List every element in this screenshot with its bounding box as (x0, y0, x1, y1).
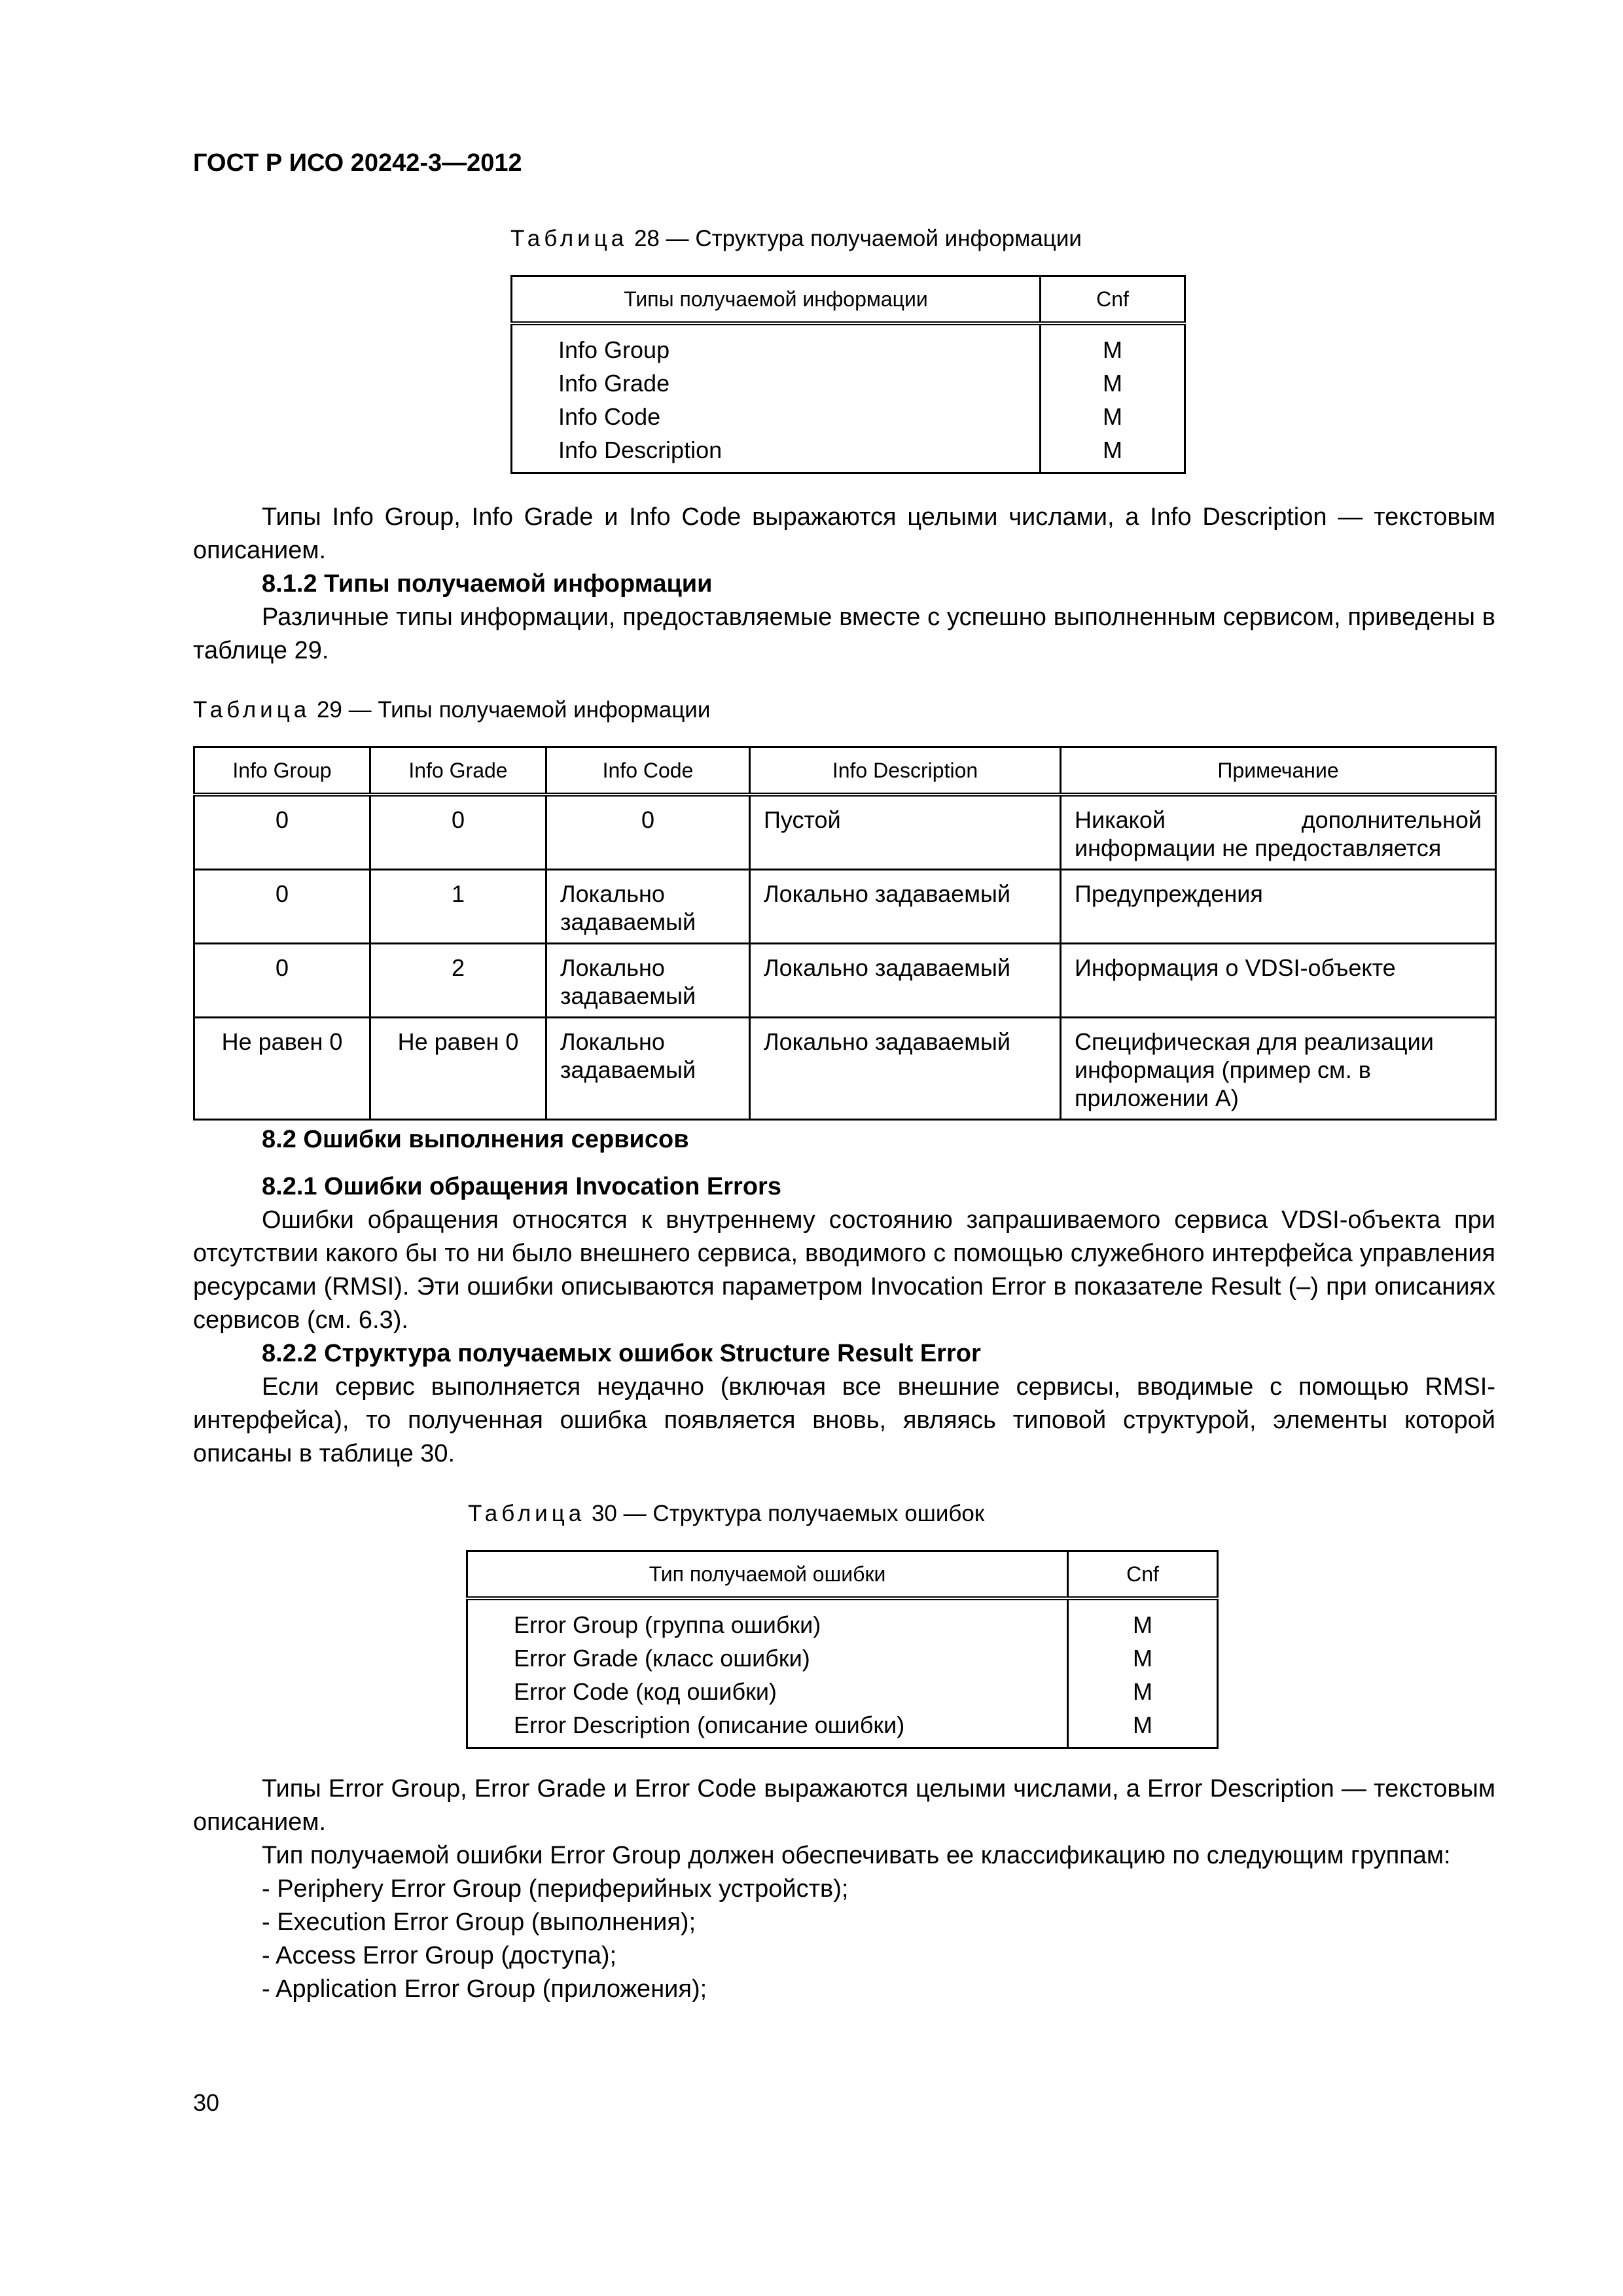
table-30-header-cnf: Cnf (1068, 1551, 1218, 1599)
paragraph: Тип получаемой ошибки Error Group должен обеспечивать ее классификацию по следующим группам: (262, 1842, 1451, 1869)
paragraph: Ошибки обращения относятся к внутреннему состоянию запрашиваемого сервиса VDSI-объекта при отсутствии какого бы то ни было внешнего сервиса, вводимого с помощью служебного интерфейса управления ресурсами (RMSI). Эти ошибки описываются параметром Invocation Error в показателе Result (–) при описаниях сервисов (см. 6.3). (193, 1206, 1495, 1334)
table-28-caption (510, 226, 1082, 252)
caption-prefix: Таблица (193, 697, 311, 723)
table-row: Error Description (описание ошибки) M (467, 1708, 1218, 1748)
text-block-1 (193, 501, 1495, 668)
list-item: - Periphery Error Group (периферийных устройств); (262, 1875, 849, 1903)
table-29-header-info-group: Info Group (194, 747, 370, 795)
table-29-header-info-description: Info Description (750, 747, 1061, 795)
section-heading-8-2-1: 8.2.1 Ошибки обращения Invocation Errors (262, 1173, 781, 1200)
table-29-header-note: Примечание (1061, 747, 1496, 795)
paragraph: Типы Info Group, Info Grade и Info Code выражаются целыми числами, а Info Description — текстовым описанием. (193, 503, 1496, 564)
section-heading-8-2: 8.2 Ошибки выполнения сервисов (262, 1126, 689, 1153)
table-30 (466, 1550, 1219, 1749)
table-28-header-type: Типы получаемой информации (512, 276, 1041, 324)
table-29-header-info-code: Info Code (546, 747, 750, 795)
table-row: Не равен 0 Не равен 0 Локально задаваемый Локально задаваемый Специфическая для реализации информация (пример см. в приложении А) (194, 1018, 1496, 1120)
table-29-header-info-grade: Info Grade (370, 747, 546, 795)
section-heading-8-1-2: 8.1.2 Типы получаемой информации (262, 570, 713, 598)
table-row: 0 0 0 Пустой Никакой дополнительной информации не предоставляется (194, 795, 1496, 870)
text-block-2 (193, 1170, 1495, 1471)
caption-prefix: Таблица (468, 1501, 586, 1526)
page-number: 30 (193, 2089, 220, 2116)
document-code-header: ГОСТ Р ИСО 20242-3—2012 (193, 149, 522, 177)
caption-text: 29 — Типы получаемой информации (310, 697, 711, 723)
table-30-caption (468, 1501, 984, 1527)
table-28 (510, 275, 1186, 474)
table-30-header-type: Тип получаемой ошибки (467, 1551, 1068, 1599)
caption-text: 28 — Структура получаемой информации (628, 226, 1082, 251)
table-row: 0 2 Локально задаваемый Локально задаваемый Информация о VDSI-объекте (194, 944, 1496, 1018)
paragraph: Если сервис выполняется неудачно (включая все внешние сервисы, вводимые с помощью RMSI-интерфейса), то полученная ошибка появляется вновь, являясь типовой структурой, элементы которой описаны в таблице 30. (193, 1373, 1495, 1467)
caption-prefix: Таблица (510, 226, 628, 251)
table-row: Error Grade (класс ошибки) M (467, 1641, 1218, 1675)
table-row: Info Code M (512, 400, 1185, 433)
paragraph: Типы Error Group, Error Grade и Error Code выражаются целыми числами, а Error Description — текстовым описанием. (193, 1775, 1495, 1836)
caption-text: 30 — Структура получаемых ошибок (585, 1501, 985, 1526)
section-heading-8-2-2: 8.2.2 Структура получаемых ошибок Structure Result Error (262, 1340, 981, 1367)
table-row: Info Group M (512, 323, 1185, 367)
table-29-caption (193, 697, 710, 723)
table-row: Info Grade M (512, 367, 1185, 400)
table-28-header-cnf: Cnf (1041, 276, 1185, 324)
paragraph: Различные типы информации, предоставляемые вместе с успешно выполненным сервисом, приведены в таблице 29. (193, 603, 1495, 664)
table-row: Error Group (группа ошибки) M (467, 1598, 1218, 1641)
list-item: - Execution Error Group (выполнения); (262, 1909, 696, 1936)
list-item: - Access Error Group (доступа); (262, 1942, 617, 1969)
list-item: - Application Error Group (приложения); (262, 1975, 707, 2003)
table-row: Info Description M (512, 433, 1185, 473)
table-29 (193, 746, 1497, 1121)
table-row: 0 1 Локально задаваемый Локально задаваемый Предупреждения (194, 870, 1496, 944)
text-block-3 (193, 1772, 1495, 2006)
table-row: Error Code (код ошибки) M (467, 1675, 1218, 1708)
